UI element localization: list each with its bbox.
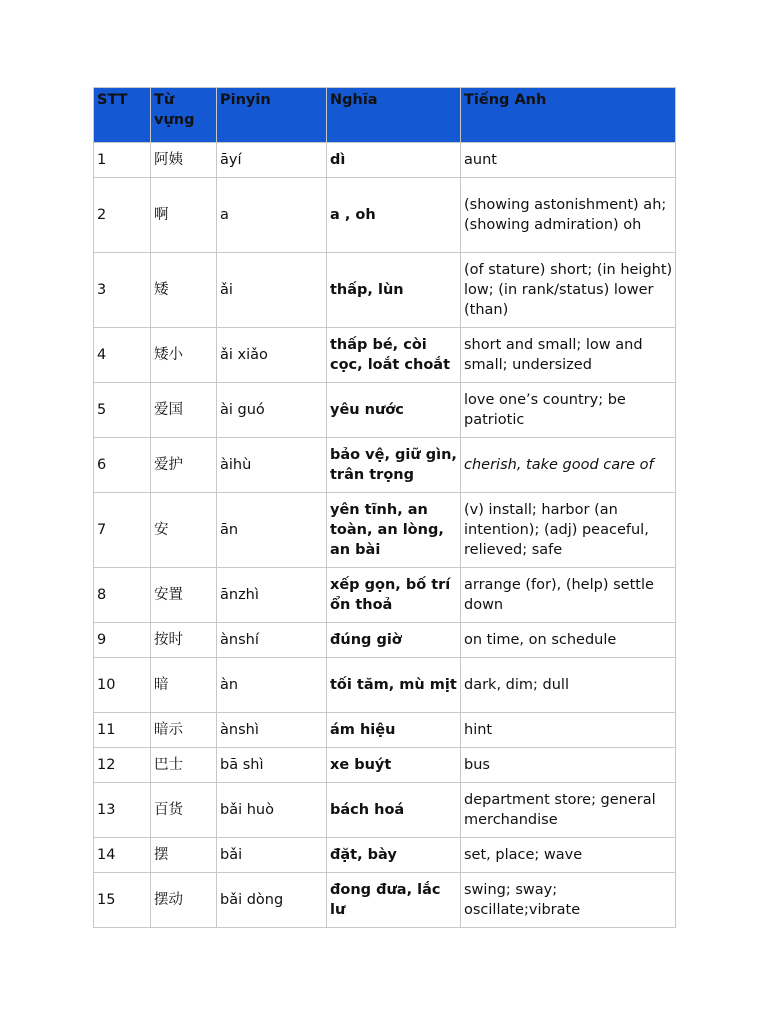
vocabulary-table — [93, 87, 676, 928]
header-stt: STT — [94, 88, 151, 143]
cell-word: 百货 — [151, 783, 217, 838]
cell-stt: 3 — [94, 253, 151, 328]
cell-stt: 8 — [94, 568, 151, 623]
cell-meaning: đặt, bày — [327, 838, 461, 873]
cell-meaning: đúng giờ — [327, 623, 461, 658]
table-row — [94, 873, 676, 928]
cell-word: 摆动 — [151, 873, 217, 928]
cell-meaning: đong đưa, lắc lư — [327, 873, 461, 928]
cell-word: 按时 — [151, 623, 217, 658]
cell-pinyin: ài guó — [217, 383, 327, 438]
cell-stt: 11 — [94, 713, 151, 748]
table-row — [94, 328, 676, 383]
cell-meaning: yên tĩnh, an toàn, an lòng, an bài — [327, 493, 461, 568]
cell-english: (of stature) short; (in height) low; (in rank/status) lower (than) — [461, 253, 676, 328]
cell-english: short and small; low and small; undersized — [461, 328, 676, 383]
cell-english: (showing astonishment) ah; (showing admiration) oh — [461, 178, 676, 253]
cell-pinyin: ānzhì — [217, 568, 327, 623]
cell-english: bus — [461, 748, 676, 783]
cell-english: department store; general merchandise — [461, 783, 676, 838]
cell-stt: 13 — [94, 783, 151, 838]
cell-stt: 12 — [94, 748, 151, 783]
cell-stt: 15 — [94, 873, 151, 928]
cell-meaning: yêu nước — [327, 383, 461, 438]
cell-pinyin: ànshì — [217, 713, 327, 748]
cell-pinyin: āyí — [217, 143, 327, 178]
cell-stt: 9 — [94, 623, 151, 658]
cell-english: (v) install; harbor (an intention); (adj) peaceful, relieved; safe — [461, 493, 676, 568]
table-row — [94, 253, 676, 328]
cell-english: love one’s country; be patriotic — [461, 383, 676, 438]
cell-word: 暗 — [151, 658, 217, 713]
cell-stt: 2 — [94, 178, 151, 253]
table-row — [94, 623, 676, 658]
cell-word: 爱国 — [151, 383, 217, 438]
cell-english: set, place; wave — [461, 838, 676, 873]
cell-meaning: ám hiệu — [327, 713, 461, 748]
table-row — [94, 178, 676, 253]
cell-english: aunt — [461, 143, 676, 178]
cell-meaning: bảo vệ, giữ gìn, trân trọng — [327, 438, 461, 493]
table-row — [94, 713, 676, 748]
cell-stt: 4 — [94, 328, 151, 383]
cell-english: arrange (for), (help) settle down — [461, 568, 676, 623]
cell-stt: 14 — [94, 838, 151, 873]
table-body — [94, 143, 676, 928]
cell-english: on time, on schedule — [461, 623, 676, 658]
cell-word: 暗示 — [151, 713, 217, 748]
table-row — [94, 748, 676, 783]
cell-meaning: xếp gọn, bố trí ổn thoả — [327, 568, 461, 623]
cell-stt: 6 — [94, 438, 151, 493]
cell-word: 摆 — [151, 838, 217, 873]
cell-pinyin: àihù — [217, 438, 327, 493]
table-row — [94, 838, 676, 873]
cell-meaning: thấp, lùn — [327, 253, 461, 328]
header-english: Tiếng Anh — [461, 88, 676, 143]
table-row — [94, 783, 676, 838]
cell-pinyin: bǎi — [217, 838, 327, 873]
header-pinyin: Pinyin — [217, 88, 327, 143]
table-row — [94, 568, 676, 623]
cell-english: hint — [461, 713, 676, 748]
cell-pinyin: ànshí — [217, 623, 327, 658]
table-row — [94, 438, 676, 493]
cell-word: 安 — [151, 493, 217, 568]
cell-english: dark, dim; dull — [461, 658, 676, 713]
header-meaning: Nghĩa — [327, 88, 461, 143]
cell-stt: 10 — [94, 658, 151, 713]
cell-pinyin: bǎi dòng — [217, 873, 327, 928]
cell-pinyin: a — [217, 178, 327, 253]
cell-stt: 5 — [94, 383, 151, 438]
cell-pinyin: ān — [217, 493, 327, 568]
cell-pinyin: bā shì — [217, 748, 327, 783]
cell-word: 矮 — [151, 253, 217, 328]
cell-pinyin: ǎi xiǎo — [217, 328, 327, 383]
cell-word: 啊 — [151, 178, 217, 253]
cell-meaning: thấp bé, còi cọc, loắt choắt — [327, 328, 461, 383]
table-row — [94, 658, 676, 713]
cell-meaning: xe buýt — [327, 748, 461, 783]
cell-word: 阿姨 — [151, 143, 217, 178]
cell-english: cherish, take good care of — [461, 438, 676, 493]
cell-english: swing; sway; oscillate;vibrate — [461, 873, 676, 928]
cell-meaning: tối tăm, mù mịt — [327, 658, 461, 713]
cell-stt: 1 — [94, 143, 151, 178]
cell-pinyin: bǎi huò — [217, 783, 327, 838]
table-row — [94, 383, 676, 438]
cell-meaning: bách hoá — [327, 783, 461, 838]
cell-pinyin: ǎi — [217, 253, 327, 328]
cell-stt: 7 — [94, 493, 151, 568]
table-row — [94, 493, 676, 568]
document-page — [93, 87, 675, 928]
cell-word: 巴士 — [151, 748, 217, 783]
cell-word: 安置 — [151, 568, 217, 623]
cell-pinyin: àn — [217, 658, 327, 713]
cell-word: 矮小 — [151, 328, 217, 383]
cell-meaning: a , oh — [327, 178, 461, 253]
header-word: Từ vựng — [151, 88, 217, 143]
table-header-row — [94, 88, 676, 143]
table-row — [94, 143, 676, 178]
cell-meaning: dì — [327, 143, 461, 178]
cell-word: 爱护 — [151, 438, 217, 493]
